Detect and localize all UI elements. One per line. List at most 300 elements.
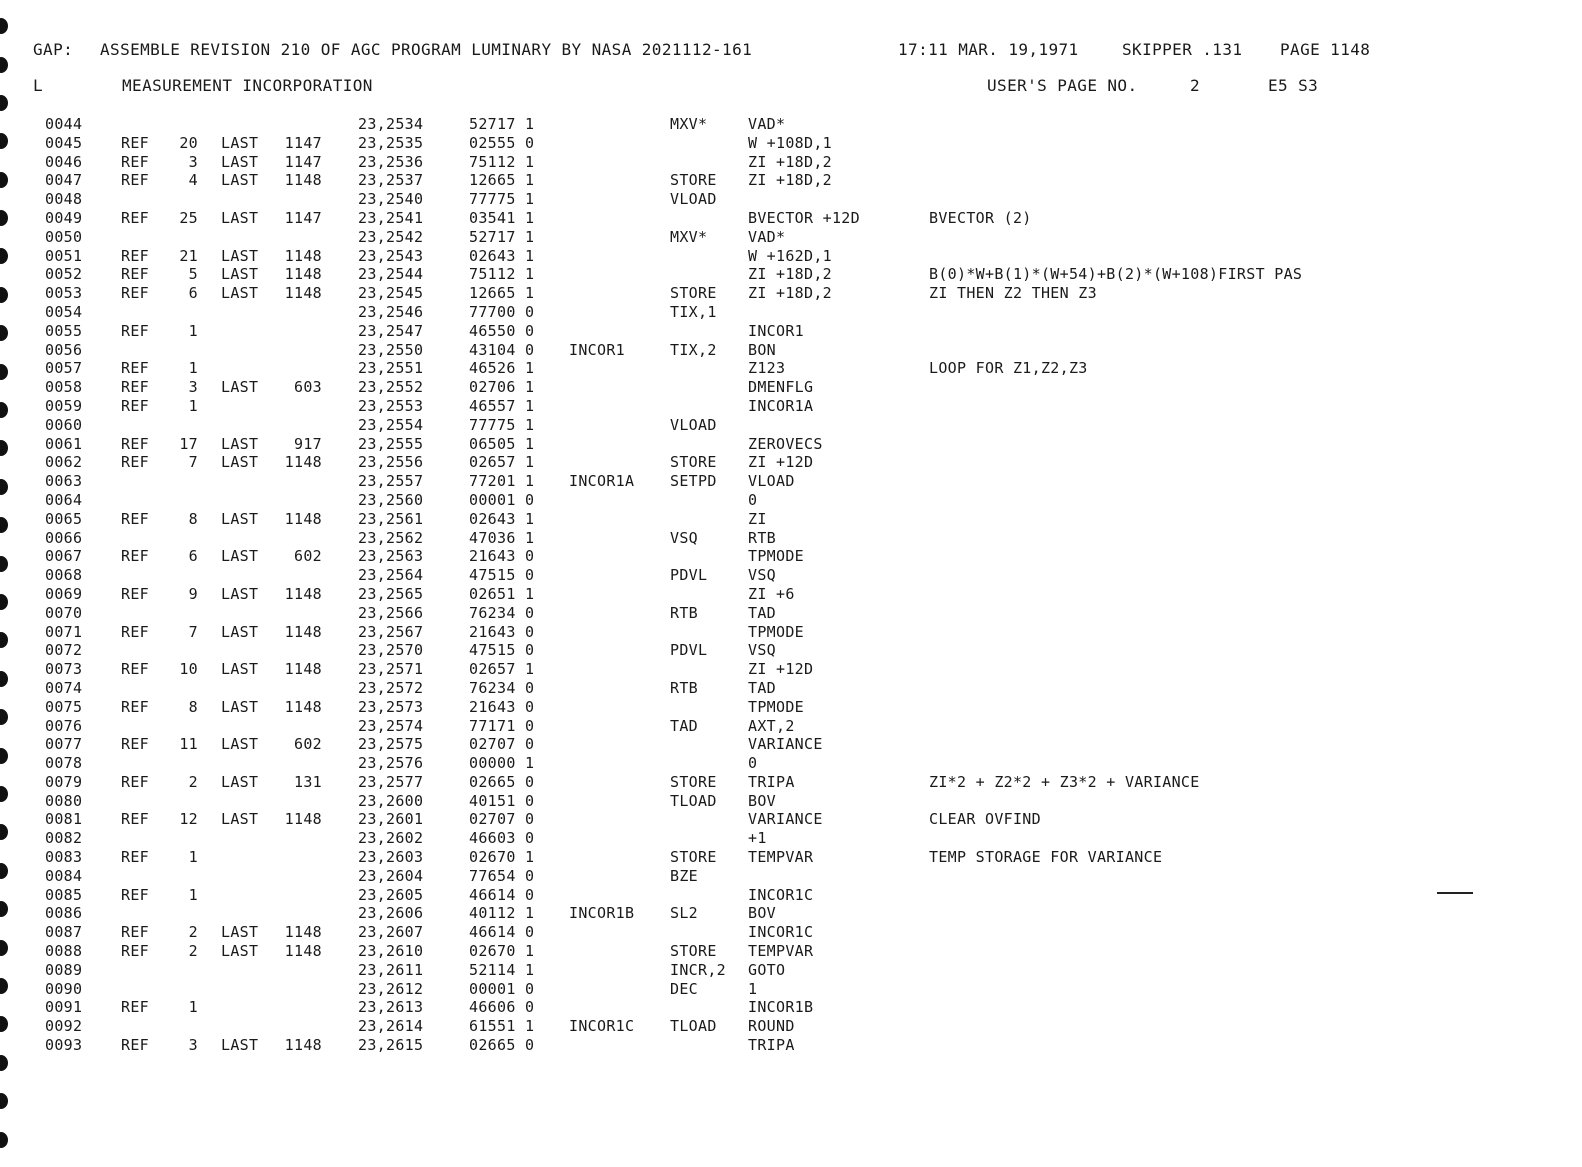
last-marker: LAST [221, 265, 259, 284]
octal-word: 77201 1 [469, 472, 535, 491]
octal-word: 02643 1 [469, 246, 535, 265]
line-number: 0058 [45, 378, 83, 397]
memory-address: 23,2536 [358, 152, 424, 171]
memory-address: 23,2556 [358, 453, 424, 472]
line-number: 0079 [45, 772, 83, 791]
ref-marker: REF [121, 547, 149, 566]
listing-row [0, 604, 1582, 623]
memory-address: 23,2606 [358, 904, 424, 923]
line-number: 0085 [45, 885, 83, 904]
ref-count: 5 [188, 265, 198, 284]
symbol-label: INCOR1A [569, 472, 635, 491]
ref-count: 2 [188, 772, 198, 791]
operand: VLOAD [748, 472, 795, 491]
operand: ZI +12D [748, 453, 814, 472]
comment: ZI*2 + Z2*2 + Z3*2 + VARIANCE [929, 772, 1200, 791]
line-number: 0057 [45, 359, 83, 378]
operand: TRIPA [748, 772, 795, 791]
listing-row [0, 1017, 1582, 1036]
listing-row [0, 942, 1582, 961]
last-page: 1148 [284, 265, 322, 284]
ref-count: 6 [188, 547, 198, 566]
memory-address: 23,2566 [358, 603, 424, 622]
ref-count: 4 [188, 171, 198, 190]
line-number: 0045 [45, 133, 83, 152]
last-page: 1148 [284, 509, 322, 528]
header-code: E5 S3 [1268, 76, 1319, 95]
header-title: ASSEMBLE REVISION 210 OF AGC PROGRAM LUMINARY BY NASA 2021112-161 [100, 40, 753, 59]
memory-address: 23,2550 [358, 340, 424, 359]
opcode: RTB [670, 603, 698, 622]
listing-row [0, 284, 1582, 303]
line-number: 0089 [45, 960, 83, 979]
octal-word: 03541 1 [469, 208, 535, 227]
listing-row [0, 416, 1582, 435]
punch-hole [0, 18, 8, 34]
operand: VARIANCE [748, 735, 823, 754]
listing-row [0, 209, 1582, 228]
opcode: STORE [670, 942, 717, 961]
line-number: 0061 [45, 434, 83, 453]
listing-row [0, 998, 1582, 1017]
listing-row [0, 529, 1582, 548]
ref-marker: REF [121, 810, 149, 829]
memory-address: 23,2572 [358, 678, 424, 697]
operand: W +162D,1 [748, 246, 832, 265]
header-time-date: 17:11 MAR. 19,1971 [898, 40, 1079, 59]
last-marker: LAST [221, 697, 259, 716]
octal-word: 00000 1 [469, 754, 535, 773]
memory-address: 23,2567 [358, 622, 424, 641]
octal-word: 02706 1 [469, 378, 535, 397]
last-page: 917 [294, 434, 322, 453]
octal-word: 02657 1 [469, 660, 535, 679]
listing-row [0, 585, 1582, 604]
line-number: 0050 [45, 227, 83, 246]
header-flag: L [33, 76, 44, 95]
last-page: 602 [294, 735, 322, 754]
octal-word: 02707 0 [469, 810, 535, 829]
opcode: TIX,2 [670, 340, 717, 359]
ref-count: 20 [179, 133, 198, 152]
listing-row [0, 566, 1582, 585]
listing-row [0, 491, 1582, 510]
memory-address: 23,2553 [358, 396, 424, 415]
ref-marker: REF [121, 152, 149, 171]
ref-count: 21 [179, 246, 198, 265]
opcode: RTB [670, 678, 698, 697]
last-marker: LAST [221, 133, 259, 152]
last-marker: LAST [221, 378, 259, 397]
operand: ROUND [748, 1017, 795, 1036]
octal-word: 02707 0 [469, 735, 535, 754]
line-number: 0077 [45, 735, 83, 754]
last-page: 1148 [284, 697, 322, 716]
last-marker: LAST [221, 171, 259, 190]
line-number: 0078 [45, 754, 83, 773]
operand: 0 [748, 754, 758, 773]
last-marker: LAST [221, 942, 259, 961]
line-number: 0063 [45, 472, 83, 491]
ref-count: 3 [188, 1036, 198, 1055]
memory-address: 23,2570 [358, 641, 424, 660]
octal-word: 46614 0 [469, 923, 535, 942]
memory-address: 23,2607 [358, 923, 424, 942]
memory-address: 23,2605 [358, 885, 424, 904]
punch-hole [0, 57, 8, 73]
operand: VAD* [748, 227, 786, 246]
ref-count: 6 [188, 284, 198, 303]
operand: TAD [748, 678, 776, 697]
octal-word: 12665 1 [469, 171, 535, 190]
listing-row [0, 904, 1582, 923]
ref-count: 1 [188, 321, 198, 340]
last-page: 1148 [284, 622, 322, 641]
listing-row [0, 886, 1582, 905]
line-number: 0047 [45, 171, 83, 190]
ref-count: 12 [179, 810, 198, 829]
last-page: 1148 [284, 923, 322, 942]
ref-marker: REF [121, 265, 149, 284]
octal-word: 46603 0 [469, 829, 535, 848]
memory-address: 23,2604 [358, 866, 424, 885]
listing-row [0, 341, 1582, 360]
line-number: 0067 [45, 547, 83, 566]
memory-address: 23,2547 [358, 321, 424, 340]
listing-row [0, 265, 1582, 284]
listing-row [0, 679, 1582, 698]
octal-word: 21643 0 [469, 547, 535, 566]
memory-address: 23,2600 [358, 791, 424, 810]
last-page: 1148 [284, 453, 322, 472]
comment: ZI THEN Z2 THEN Z3 [929, 284, 1097, 303]
memory-address: 23,2555 [358, 434, 424, 453]
octal-word: 40112 1 [469, 904, 535, 923]
octal-word: 02657 1 [469, 453, 535, 472]
line-number: 0087 [45, 923, 83, 942]
octal-word: 12665 1 [469, 284, 535, 303]
listing-row [0, 397, 1582, 416]
line-number: 0082 [45, 829, 83, 848]
line-number: 0084 [45, 866, 83, 885]
listing-row [0, 190, 1582, 209]
last-page: 131 [294, 772, 322, 791]
ref-count: 10 [179, 660, 198, 679]
memory-address: 23,2545 [358, 284, 424, 303]
punch-hole [0, 1132, 8, 1148]
memory-address: 23,2543 [358, 246, 424, 265]
memory-address: 23,2611 [358, 960, 424, 979]
operand: INCOR1 [748, 321, 804, 340]
opcode: TIX,1 [670, 302, 717, 321]
line-number: 0051 [45, 246, 83, 265]
opcode: STORE [670, 171, 717, 190]
memory-address: 23,2544 [358, 265, 424, 284]
listing-row [0, 810, 1582, 829]
ref-marker: REF [121, 923, 149, 942]
ref-count: 11 [179, 735, 198, 754]
octal-word: 46614 0 [469, 885, 535, 904]
operand: TPMODE [748, 697, 804, 716]
octal-word: 02665 0 [469, 1036, 535, 1055]
ref-marker: REF [121, 1036, 149, 1055]
last-page: 1147 [284, 133, 322, 152]
octal-word: 46526 1 [469, 359, 535, 378]
ref-count: 7 [188, 622, 198, 641]
last-marker: LAST [221, 509, 259, 528]
operand: BOV [748, 904, 776, 923]
octal-word: 77171 0 [469, 716, 535, 735]
operand: DMENFLG [748, 378, 814, 397]
line-number: 0056 [45, 340, 83, 359]
line-number: 0093 [45, 1036, 83, 1055]
opcode: TAD [670, 716, 698, 735]
memory-address: 23,2563 [358, 547, 424, 566]
operand: BVECTOR +12D [748, 208, 860, 227]
octal-word: 52717 1 [469, 227, 535, 246]
operand: ZI +18D,2 [748, 284, 832, 303]
octal-word: 76234 0 [469, 603, 535, 622]
operand: ZI +18D,2 [748, 152, 832, 171]
operand: W +108D,1 [748, 133, 832, 152]
line-number: 0086 [45, 904, 83, 923]
ref-count: 1 [188, 848, 198, 867]
line-number: 0062 [45, 453, 83, 472]
octal-word: 47515 0 [469, 566, 535, 585]
listing-row [0, 923, 1582, 942]
last-page: 603 [294, 378, 322, 397]
line-number: 0092 [45, 1017, 83, 1036]
operand: ZI +18D,2 [748, 265, 832, 284]
operand: BON [748, 340, 776, 359]
operand: VARIANCE [748, 810, 823, 829]
octal-word: 46606 0 [469, 998, 535, 1017]
users-page-label: USER'S PAGE NO. [987, 76, 1138, 95]
opcode: INCR,2 [670, 960, 726, 979]
listing-row [0, 623, 1582, 642]
users-page-number: 2 [1190, 76, 1201, 95]
memory-address: 23,2561 [358, 509, 424, 528]
opcode: STORE [670, 453, 717, 472]
ref-count: 25 [179, 208, 198, 227]
octal-word: 75112 1 [469, 265, 535, 284]
octal-word: 77654 0 [469, 866, 535, 885]
last-page: 602 [294, 547, 322, 566]
line-number: 0046 [45, 152, 83, 171]
listing-row [0, 547, 1582, 566]
opcode: STORE [670, 284, 717, 303]
symbol-label: INCOR1 [569, 340, 625, 359]
listing-row [0, 829, 1582, 848]
last-marker: LAST [221, 547, 259, 566]
memory-address: 23,2615 [358, 1036, 424, 1055]
memory-address: 23,2614 [358, 1017, 424, 1036]
octal-word: 02670 1 [469, 942, 535, 961]
operand: TPMODE [748, 622, 804, 641]
octal-word: 21643 0 [469, 622, 535, 641]
memory-address: 23,2551 [358, 359, 424, 378]
line-number: 0065 [45, 509, 83, 528]
operand: 1 [748, 979, 758, 998]
ref-count: 1 [188, 359, 198, 378]
opcode: VLOAD [670, 415, 717, 434]
ref-count: 8 [188, 697, 198, 716]
ref-marker: REF [121, 133, 149, 152]
comment: B(0)*W+B(1)*(W+54)+B(2)*(W+108)FIRST PAS [929, 265, 1303, 284]
operand: BOV [748, 791, 776, 810]
ref-marker: REF [121, 848, 149, 867]
listing-row [0, 153, 1582, 172]
memory-address: 23,2562 [358, 528, 424, 547]
octal-word: 02555 0 [469, 133, 535, 152]
ref-marker: REF [121, 378, 149, 397]
last-marker: LAST [221, 584, 259, 603]
listing-row [0, 698, 1582, 717]
last-marker: LAST [221, 810, 259, 829]
memory-address: 23,2554 [358, 415, 424, 434]
listing-row [0, 435, 1582, 454]
ref-count: 7 [188, 453, 198, 472]
comment: TEMP STORAGE FOR VARIANCE [929, 848, 1163, 867]
listing-row [0, 773, 1582, 792]
line-number: 0070 [45, 603, 83, 622]
ref-marker: REF [121, 735, 149, 754]
last-page: 1148 [284, 1036, 322, 1055]
ref-marker: REF [121, 942, 149, 961]
octal-word: 52114 1 [469, 960, 535, 979]
memory-address: 23,2565 [358, 584, 424, 603]
memory-address: 23,2540 [358, 190, 424, 209]
opcode: STORE [670, 848, 717, 867]
last-page: 1148 [284, 660, 322, 679]
last-marker: LAST [221, 152, 259, 171]
listing-row [0, 115, 1582, 134]
memory-address: 23,2601 [358, 810, 424, 829]
last-page: 1148 [284, 284, 322, 303]
last-marker: LAST [221, 772, 259, 791]
operand: ZI +18D,2 [748, 171, 832, 190]
ref-marker: REF [121, 208, 149, 227]
last-marker: LAST [221, 923, 259, 942]
opcode: TLOAD [670, 791, 717, 810]
ref-marker: REF [121, 453, 149, 472]
memory-address: 23,2602 [358, 829, 424, 848]
opcode: VSQ [670, 528, 698, 547]
octal-word: 76234 0 [469, 678, 535, 697]
octal-word: 77775 1 [469, 190, 535, 209]
octal-word: 46557 1 [469, 396, 535, 415]
symbol-label: INCOR1B [569, 904, 635, 923]
memory-address: 23,2613 [358, 998, 424, 1017]
octal-word: 61551 1 [469, 1017, 535, 1036]
ref-count: 1 [188, 998, 198, 1017]
line-number: 0053 [45, 284, 83, 303]
listing-row [0, 472, 1582, 491]
memory-address: 23,2564 [358, 566, 424, 585]
listing-row [0, 980, 1582, 999]
line-number: 0055 [45, 321, 83, 340]
octal-word: 46550 0 [469, 321, 535, 340]
last-page: 1148 [284, 171, 322, 190]
memory-address: 23,2557 [358, 472, 424, 491]
listing-row [0, 247, 1582, 266]
octal-word: 43104 0 [469, 340, 535, 359]
last-page: 1148 [284, 584, 322, 603]
memory-address: 23,2573 [358, 697, 424, 716]
ref-count: 1 [188, 885, 198, 904]
last-marker: LAST [221, 284, 259, 303]
punch-hole [0, 95, 8, 111]
operand: TPMODE [748, 547, 804, 566]
ref-marker: REF [121, 998, 149, 1017]
last-page: 1147 [284, 208, 322, 227]
line-number: 0076 [45, 716, 83, 735]
listing-row [0, 134, 1582, 153]
listing-row [0, 303, 1582, 322]
line-number: 0049 [45, 208, 83, 227]
opcode: MXV* [670, 115, 708, 133]
memory-address: 23,2542 [358, 227, 424, 246]
comment: BVECTOR (2) [929, 208, 1032, 227]
memory-address: 23,2552 [358, 378, 424, 397]
assembly-listing [0, 115, 1582, 1055]
ref-marker: REF [121, 885, 149, 904]
last-marker: LAST [221, 735, 259, 754]
ref-count: 9 [188, 584, 198, 603]
ref-count: 1 [188, 396, 198, 415]
memory-address: 23,2571 [358, 660, 424, 679]
octal-word: 47515 0 [469, 641, 535, 660]
line-number: 0048 [45, 190, 83, 209]
line-number: 0071 [45, 622, 83, 641]
operand: TEMPVAR [748, 942, 814, 961]
line-number: 0073 [45, 660, 83, 679]
listing-row [0, 754, 1582, 773]
ref-count: 17 [179, 434, 198, 453]
octal-word: 52717 1 [469, 115, 535, 133]
line-number: 0091 [45, 998, 83, 1017]
listing-row [0, 641, 1582, 660]
line-number: 0075 [45, 697, 83, 716]
ref-marker: REF [121, 697, 149, 716]
operand: ZI [748, 509, 767, 528]
octal-word: 06505 1 [469, 434, 535, 453]
symbol-label: INCOR1C [569, 1017, 635, 1036]
opcode: SETPD [670, 472, 717, 491]
line-number: 0044 [45, 115, 83, 133]
octal-word: 77700 0 [469, 302, 535, 321]
listing-row [0, 322, 1582, 341]
operand: INCOR1C [748, 923, 814, 942]
last-page: 1148 [284, 810, 322, 829]
opcode: MXV* [670, 227, 708, 246]
ref-marker: REF [121, 359, 149, 378]
octal-word: 75112 1 [469, 152, 535, 171]
line-number: 0074 [45, 678, 83, 697]
listing-row [0, 660, 1582, 679]
header-user: SKIPPER .131 [1122, 40, 1243, 59]
operand: TRIPA [748, 1036, 795, 1055]
operand: TEMPVAR [748, 848, 814, 867]
line-number: 0060 [45, 415, 83, 434]
listing-row [0, 171, 1582, 190]
listing-row [0, 961, 1582, 980]
octal-word: 40151 0 [469, 791, 535, 810]
octal-word: 21643 0 [469, 697, 535, 716]
operand: INCOR1C [748, 885, 814, 904]
memory-address: 23,2534 [358, 115, 424, 133]
ref-marker: REF [121, 509, 149, 528]
